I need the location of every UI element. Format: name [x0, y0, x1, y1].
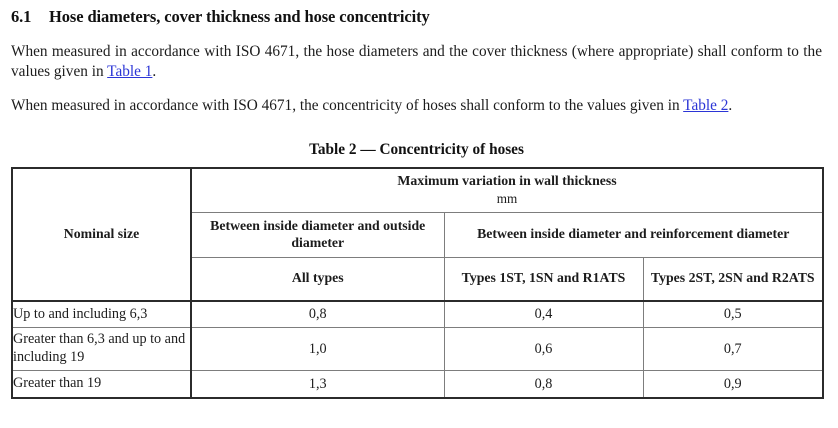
- paragraph-2: [11, 82, 822, 116]
- row-1-nominal-size: Up to and including 6,3: [12, 301, 191, 328]
- paragraph-1-text-before: When measured in accordance with ISO 4671, the hose diameters and the cover thickness (where appropriate) shall conform to the values given in: [11, 42, 822, 81]
- row-2-types-1st: 0,6: [444, 328, 643, 371]
- clause-heading: [11, 0, 822, 27]
- paragraph-1: [11, 27, 822, 83]
- row-1-all-types: 0,8: [191, 301, 444, 328]
- table-1-link[interactable]: Table 1: [107, 63, 153, 81]
- row-3-types-2st: 0,9: [643, 371, 823, 398]
- table-row: [12, 328, 823, 371]
- clause-number: 6.1: [11, 7, 32, 26]
- table-row: [12, 371, 823, 398]
- paragraph-2-text-after: .: [728, 97, 733, 115]
- row-3-types-1st: 0,8: [444, 371, 643, 398]
- header-col-all-types: All types: [191, 257, 444, 301]
- header-nominal-size: Nominal size: [12, 168, 191, 301]
- clause-title: Hose diameters, cover thickness and hose concentricity: [49, 7, 430, 26]
- table-caption: Table 2 — Concentricity of hoses: [309, 140, 524, 158]
- table-2-link[interactable]: Table 2: [683, 97, 729, 115]
- concentricity-table: [11, 167, 824, 399]
- row-3-nominal-size: Greater than 19: [12, 371, 191, 398]
- header-sub-inside-outside: Between inside diameter and outside diameter: [191, 212, 444, 257]
- row-2-nominal-size: Greater than 6,3 and up to and including 19: [12, 328, 191, 371]
- row-1-types-1st: 0,4: [444, 301, 643, 328]
- row-2-types-2st: 0,7: [643, 328, 823, 371]
- header-group-unit: mm: [496, 191, 518, 207]
- header-sub-inside-reinforcement: Between inside diameter and reinforcement diameter: [444, 212, 823, 257]
- table-row: [12, 301, 823, 328]
- paragraph-1-text-after: .: [152, 63, 157, 81]
- row-2-all-types: 1,0: [191, 328, 444, 371]
- header-group-title: Maximum variation in wall thickness: [397, 173, 617, 189]
- header-col-types-2st: Types 2ST, 2SN and R2ATS: [643, 257, 823, 301]
- paragraph-2-text-before: When measured in accordance with ISO 4671, the concentricity of hoses shall conform to the values given in: [11, 97, 684, 115]
- row-1-types-2st: 0,5: [643, 301, 823, 328]
- header-col-types-1st: Types 1ST, 1SN and R1ATS: [444, 257, 643, 301]
- header-group-max-variation: [191, 168, 823, 213]
- row-3-all-types: 1,3: [191, 371, 444, 398]
- table-header-row-group: [12, 168, 823, 213]
